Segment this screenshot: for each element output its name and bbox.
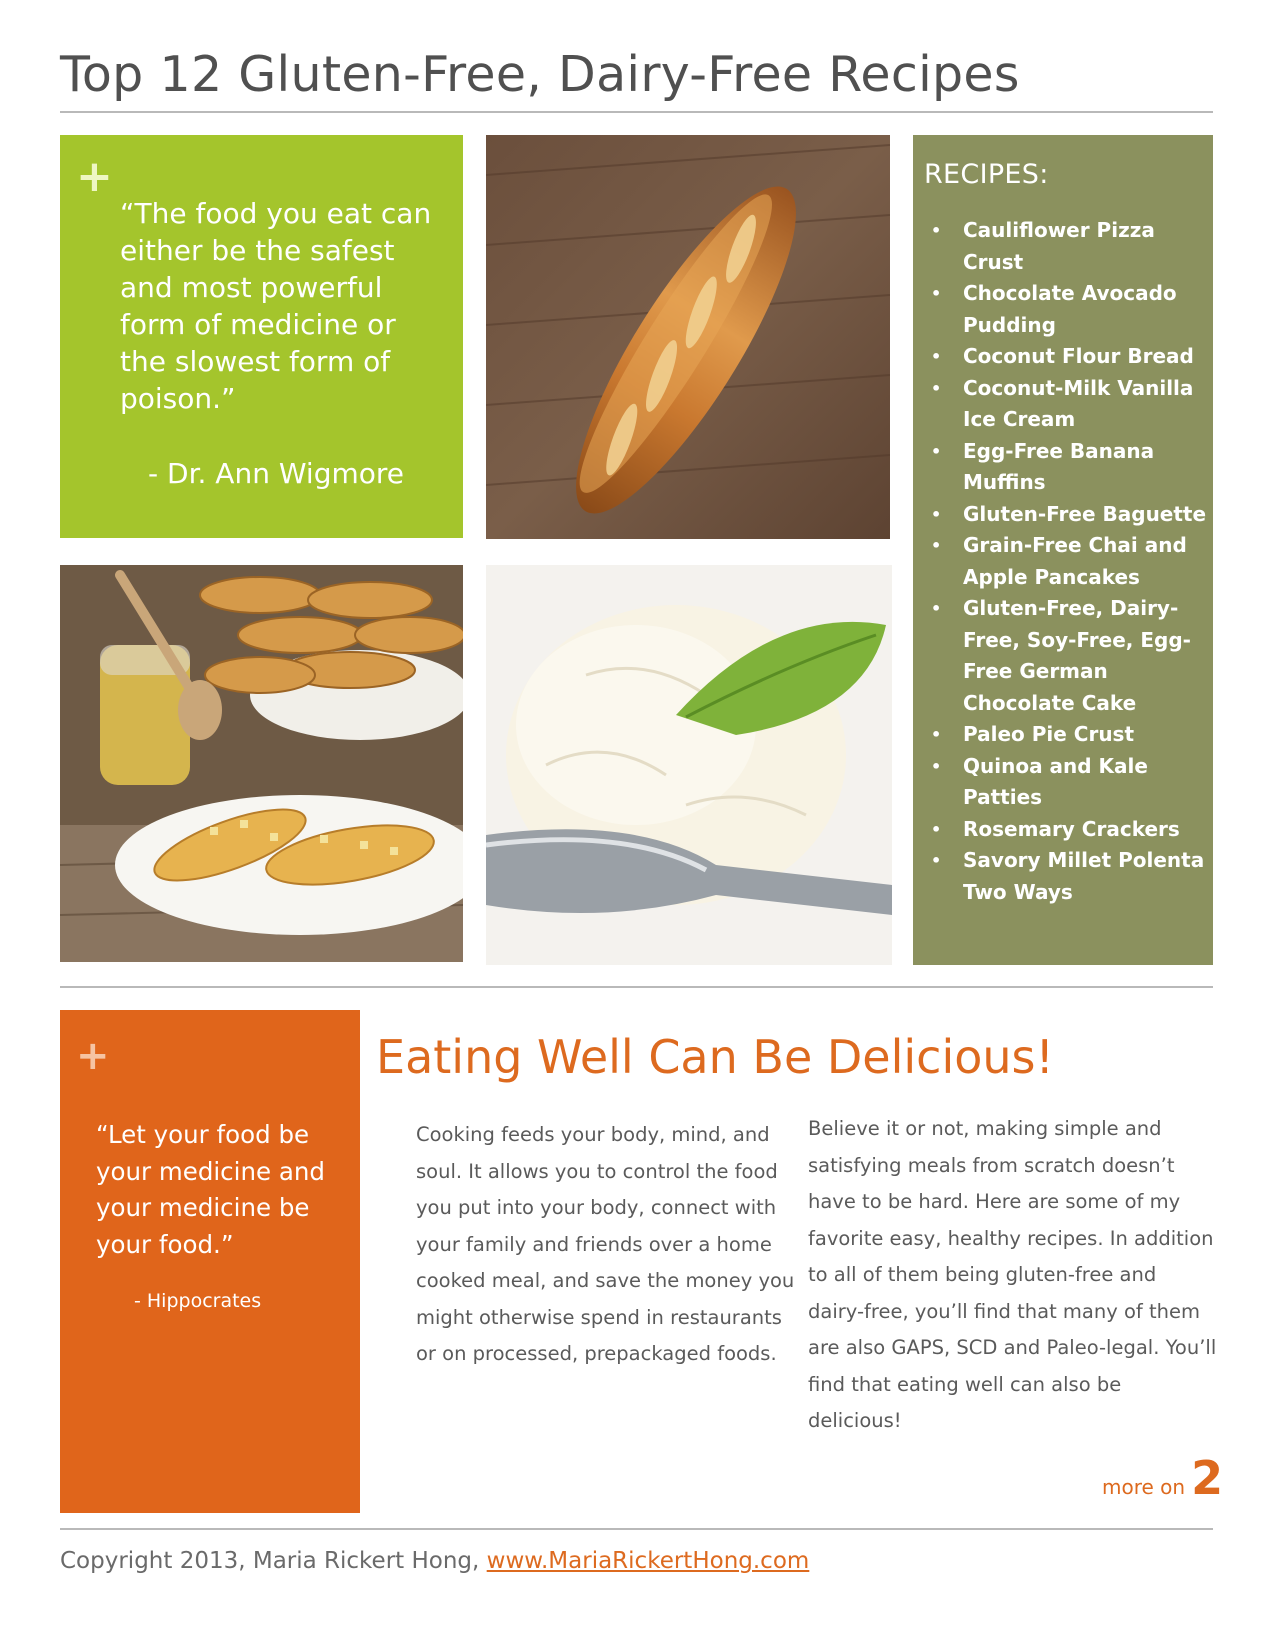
- recipe-label: Savory Millet Polenta Two Ways: [963, 848, 1205, 904]
- recipe-label: Grain-Free Chai and Apple Pancakes: [963, 533, 1187, 589]
- bullet-icon: •: [931, 851, 942, 870]
- quote-box-wigmore: [60, 135, 463, 538]
- recipes-title: RECIPES:: [924, 159, 1049, 190]
- bullet-icon: •: [931, 536, 942, 555]
- recipe-list: [924, 215, 1209, 908]
- recipe-item: [924, 278, 1209, 341]
- article-column-1: Cooking feeds your body, mind, and soul. It allows you to control the food you put into your body, connect with your family and friends over a home cooked meal, and save the money you might otherwise spend in restaurants or on processed, prepackaged foods.: [416, 1123, 795, 1365]
- recipe-label: Quinoa and Kale Patties: [963, 753, 1148, 809]
- recipes-panel: [913, 135, 1213, 965]
- bullet-icon: •: [931, 725, 942, 744]
- recipe-item: [924, 215, 1209, 278]
- recipe-item: [924, 341, 1209, 373]
- recipe-label: Paleo Pie Crust: [963, 722, 1135, 746]
- recipe-label: Chocolate Avocado Pudding: [963, 281, 1177, 337]
- bullet-icon: •: [931, 221, 942, 240]
- copyright-text: Copyright 2013, Maria Rickert Hong,: [60, 1548, 487, 1574]
- article-column-2: Believe it or not, making simple and satisfying meals from scratch doesn’t have to be hard. Here are some of my favorite easy, healthy recipes. In addition to all of them being gluten-free and dairy-free, you’ll find that many of them are also GAPS, SCD and Paleo-legal. You’ll find that eating well can also be delicious!: [808, 1117, 1217, 1432]
- website-link[interactable]: www.MariaRickertHong.com: [486, 1548, 810, 1574]
- recipe-item: [924, 814, 1209, 846]
- article-heading: Eating Well Can Be Delicious!: [376, 1030, 1054, 1084]
- more-on-label: more on: [1102, 1475, 1186, 1499]
- recipe-item: [924, 845, 1209, 908]
- plus-icon: +: [76, 151, 113, 202]
- recipe-label: Coconut-Milk Vanilla Ice Cream: [963, 375, 1194, 431]
- recipe-item: [924, 530, 1209, 593]
- recipe-item: [924, 436, 1209, 499]
- recipe-item: [924, 719, 1209, 751]
- quote-text: “Let your food be your medicine and your medicine be your food.”: [96, 1120, 325, 1259]
- recipe-label: Cauliflower Pizza Crust: [963, 218, 1155, 274]
- recipe-label: Gluten-Free, Dairy-Free, Soy-Free, Egg-Free German Chocolate Cake: [963, 596, 1191, 715]
- bullet-icon: •: [931, 599, 942, 618]
- bullet-icon: •: [931, 756, 942, 776]
- bullet-icon: •: [931, 284, 942, 303]
- page-number: 2: [1191, 1451, 1224, 1505]
- recipe-label: Coconut Flour Bread: [963, 344, 1194, 368]
- recipe-item: [924, 499, 1209, 531]
- bullet-icon: •: [931, 378, 942, 398]
- bullet-icon: •: [931, 504, 942, 524]
- quote-author: - Hippocrates: [134, 1290, 262, 1312]
- quote-box-hippocrates: [60, 1010, 360, 1513]
- bullet-icon: •: [931, 819, 942, 839]
- recipe-item: [924, 751, 1209, 814]
- footer-copyright: [60, 1548, 809, 1574]
- recipe-label: Rosemary Crackers: [963, 816, 1180, 841]
- footer-divider: [60, 1528, 1213, 1530]
- bullet-icon: •: [931, 347, 942, 366]
- section-divider: [60, 986, 1213, 988]
- page-title: Top 12 Gluten-Free, Dairy-Free Recipes: [60, 46, 1020, 103]
- bullet-icon: •: [931, 441, 942, 461]
- plus-icon: +: [76, 1033, 110, 1079]
- recipe-item: [924, 593, 1209, 719]
- recipe-label: Egg-Free Banana Muffins: [963, 438, 1155, 494]
- continuation-marker: [1102, 1451, 1223, 1505]
- quote-author: - Dr. Ann Wigmore: [148, 457, 405, 490]
- baguette-photo: [486, 135, 890, 539]
- ice-cream-photo: [486, 565, 892, 965]
- recipe-item: [924, 373, 1209, 436]
- recipe-label: Gluten-Free Baguette: [963, 501, 1207, 526]
- quote-text: “The food you eat can either be the safest and most powerful form of medicine or the slowest form of poison.”: [120, 197, 432, 415]
- pancakes-photo: [60, 565, 463, 962]
- header-divider: [60, 111, 1213, 113]
